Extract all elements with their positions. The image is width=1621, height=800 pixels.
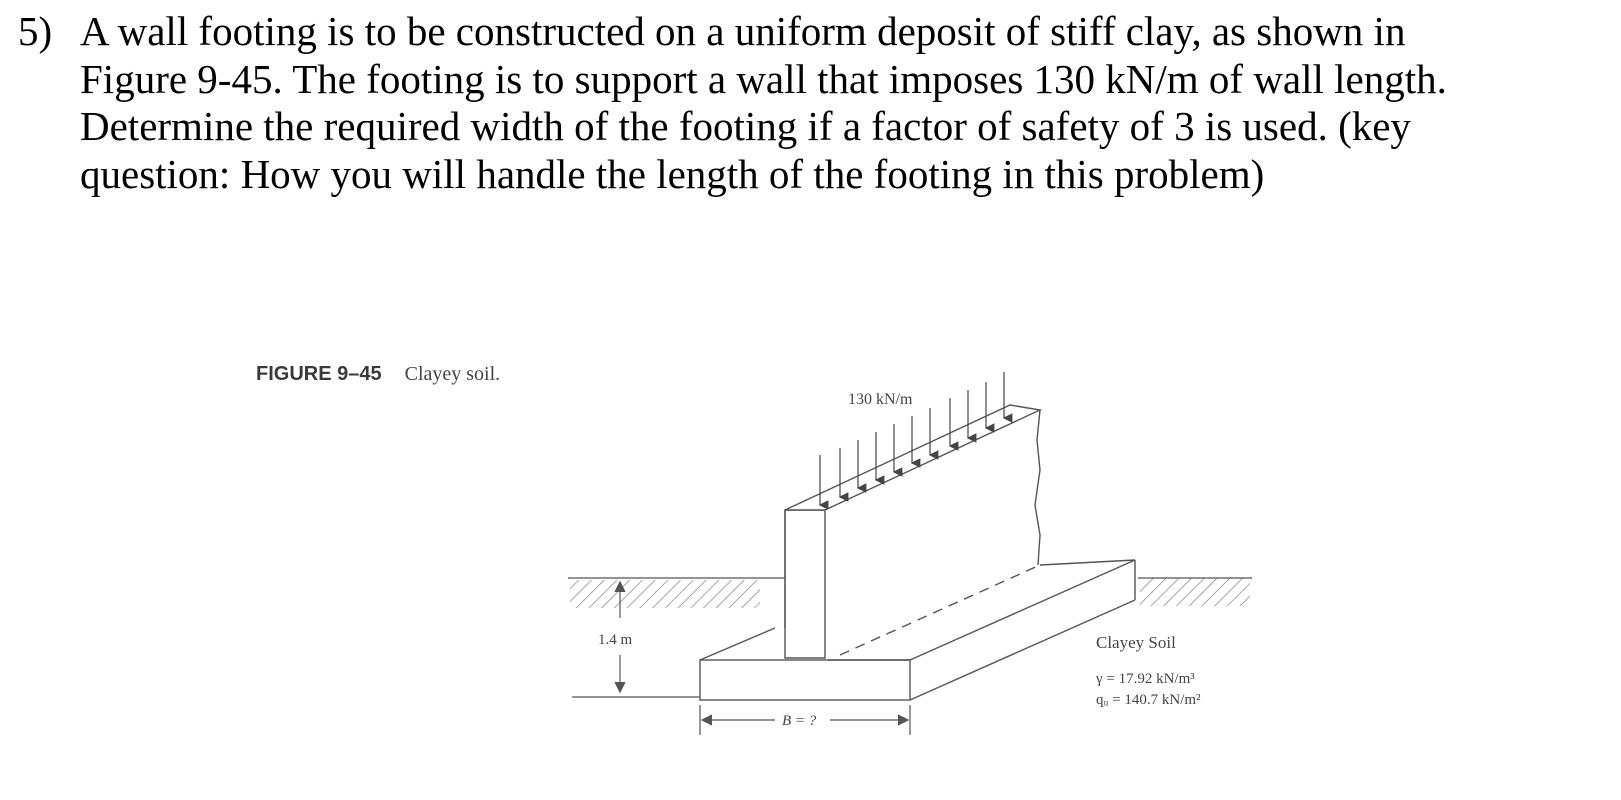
width-label: B = ? <box>782 713 817 729</box>
soil-unit-weight: γ = 17.92 kN/m³ <box>1096 671 1195 687</box>
question-text: A wall footing is to be constructed on a uniform deposit of stiff clay, as shown in Figure 9-45. The footing is to support a wall that imposes 130 kN/m of wall length. Determine the required width of the footing if a factor of safety of 3 is used. (key question: How you will handle the length of the footing in this problem) <box>80 8 1447 197</box>
figure-caption-text: Clayey soil. <box>404 363 501 385</box>
footing-slab <box>700 560 1135 700</box>
soil-name-label: Clayey Soil <box>1096 633 1176 652</box>
figure-caption-label: FIGURE 9–45 <box>256 363 382 385</box>
load-label: 130 kN/m <box>848 391 913 408</box>
depth-label: 1.4 m <box>598 632 633 648</box>
ground-surface <box>568 578 1252 608</box>
soil-unconfined-strength: qᵤ = 140.7 kN/m² <box>1096 692 1201 708</box>
question-number: 5) <box>18 8 53 54</box>
